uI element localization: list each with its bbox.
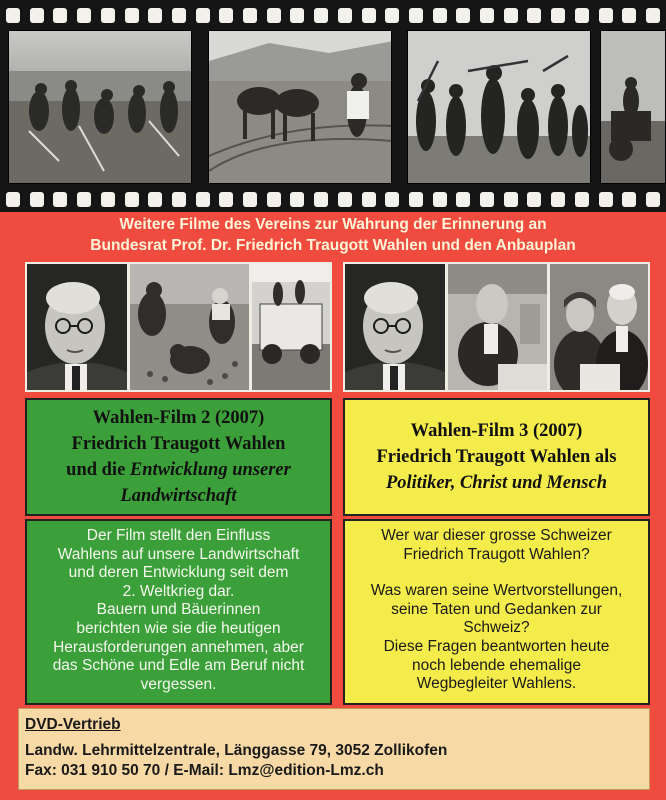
film-perforation — [527, 192, 541, 207]
film-perforation — [480, 8, 494, 23]
film-perforation — [575, 8, 589, 23]
film-perforation — [172, 192, 186, 207]
film-frame-workers-with-hoes — [407, 30, 591, 184]
photo-wahlen-with-woman — [550, 264, 648, 390]
film-perforation — [77, 8, 91, 23]
film-perforation — [125, 8, 139, 23]
headline-line-2: Bundesrat Prof. Dr. Friedrich Traugott Wahlen und den Anbauplan — [90, 237, 576, 254]
film-perforation — [125, 192, 139, 207]
film-3-subtitle-line-1: Friedrich Traugott Wahlen als — [376, 447, 617, 467]
film-perforation — [646, 192, 660, 207]
film-perforation — [646, 8, 660, 23]
film-perforation — [456, 192, 470, 207]
film-2-desc-line: 2. Weltkrieg dar. — [122, 582, 235, 600]
film-perforation — [77, 192, 91, 207]
film-perforation — [219, 8, 233, 23]
film-perforation — [219, 192, 233, 207]
film-perforation — [338, 192, 352, 207]
photo-farmers-potatoes — [130, 264, 250, 390]
film-3-desc-line: seine Taten und Gedanken zur — [391, 600, 602, 618]
film-perforation — [456, 8, 470, 23]
film-2-title-box — [25, 398, 332, 516]
film-3-subtitle-italic: Politiker, Christ und Mensch — [385, 473, 608, 493]
paragraph-gap — [345, 564, 648, 582]
film-2-subtitle-italic-2: Landwirtschaft — [120, 486, 237, 506]
film-perforation — [243, 192, 257, 207]
film-perforation — [409, 8, 423, 23]
film-perforation — [409, 192, 423, 207]
film-perforation — [290, 8, 304, 23]
portrait-wahlen — [27, 264, 127, 390]
film-2-desc-line: berichten wie sie die heutigen — [76, 619, 281, 637]
film-frame-field-workers — [8, 30, 192, 184]
photo-wahlen-at-desk — [448, 264, 548, 390]
film-perforation — [172, 8, 186, 23]
film-perforation — [53, 8, 67, 23]
dvd-distribution-box — [18, 708, 650, 790]
film-3-description — [343, 519, 650, 705]
film-perforation — [148, 192, 162, 207]
film-perforation — [599, 192, 613, 207]
film-perforation — [338, 8, 352, 23]
film-2-subtitle-line-1: Friedrich Traugott Wahlen — [71, 434, 286, 454]
film-2-subtitle-italic: Entwicklung unserer — [129, 460, 291, 480]
film-perforation — [30, 192, 44, 207]
film-perforation — [527, 8, 541, 23]
film-2-desc-line: das Schöne und Edle am Beruf nicht — [52, 657, 305, 675]
film-2-desc-line: vergessen. — [140, 675, 217, 693]
film-3-title: Wahlen-Film 3 (2007) — [410, 421, 583, 441]
film-3-desc-line: Friedrich Traugott Wahlen? — [403, 545, 590, 563]
film-2-subtitle-plain: und die — [66, 460, 130, 480]
film-perforation — [480, 192, 494, 207]
film-perforation — [433, 192, 447, 207]
film-perforations-top — [0, 4, 666, 26]
film-perforation — [551, 8, 565, 23]
film-perforation — [267, 192, 281, 207]
film-2-desc-line: und deren Entwicklung seit dem — [68, 564, 289, 582]
film-perforation — [101, 192, 115, 207]
film-2-desc-line: Bauern und Bäuerinnen — [96, 601, 261, 619]
distribution-contact: Fax: 031 910 50 70 / E-Mail: Lmz@edition-Lmz.ch — [25, 762, 384, 779]
film-3-desc-line: Schweiz? — [463, 619, 530, 637]
headline — [0, 214, 666, 256]
film-perforation — [575, 192, 589, 207]
film-perforation — [196, 8, 210, 23]
film-2-title: Wahlen-Film 2 (2007) — [92, 408, 265, 428]
film-perforation — [362, 192, 376, 207]
film-2-desc-line: Herausforderungen annehmen, aber — [53, 638, 304, 656]
film-perforation — [6, 192, 20, 207]
film-perforation — [551, 192, 565, 207]
film-perforation — [267, 8, 281, 23]
film-perforation — [599, 8, 613, 23]
film-3-desc-line: Diese Fragen beantworten heute — [383, 637, 610, 655]
film-perforation — [196, 192, 210, 207]
film-frame-horse-plough — [208, 30, 392, 184]
film-perforation — [433, 8, 447, 23]
film-perforation — [622, 8, 636, 23]
film-2-desc-line: Der Film stellt den Einfluss — [86, 527, 271, 544]
film-strip — [0, 0, 666, 212]
film-perforation — [622, 192, 636, 207]
film-frame-tractor — [600, 30, 666, 184]
headline-line-1: Weitere Filme des Vereins zur Wahrung der Erinnerung an — [119, 216, 547, 233]
film-perforation — [243, 8, 257, 23]
film-perforation — [504, 192, 518, 207]
film-perforation — [362, 8, 376, 23]
film-3-title-box — [343, 398, 650, 516]
film-perforation — [30, 8, 44, 23]
distribution-address: Landw. Lehrmittelzentrale, Länggasse 79, 3052 Zollikofen — [25, 742, 448, 759]
photo-harvest-machine — [252, 264, 330, 390]
film-perforation — [6, 8, 20, 23]
film-2-subtitle-line-2 — [27, 457, 330, 483]
film-3-desc-line: Was waren seine Wertvorstellungen, — [370, 582, 623, 600]
film-2-photos — [25, 262, 332, 392]
film-3-subtitle-line-2 — [345, 470, 648, 496]
film-perforations-bottom — [0, 188, 666, 210]
film-perforation — [148, 8, 162, 23]
film-2-desc-line: Wahlens auf unsere Landwirtschaft — [57, 545, 300, 563]
dvd-distribution-title: DVD-Vertrieb — [25, 716, 121, 733]
film-2-description — [25, 519, 332, 705]
film-perforation — [385, 192, 399, 207]
film-perforation — [290, 192, 304, 207]
film-3-desc-line: noch lebende ehemalige — [412, 656, 581, 674]
film-perforation — [101, 8, 115, 23]
film-3-desc-line: Wegbegleiter Wahlens. — [416, 675, 577, 693]
film-perforation — [314, 192, 328, 207]
film-2-subtitle-line-3 — [27, 483, 330, 509]
film-perforation — [385, 8, 399, 23]
film-perforation — [314, 8, 328, 23]
film-perforation — [53, 192, 67, 207]
film-3-photos — [343, 262, 650, 392]
portrait-wahlen — [345, 264, 445, 390]
film-perforation — [504, 8, 518, 23]
film-3-desc-line: Wer war dieser grosse Schweizer — [381, 527, 612, 544]
